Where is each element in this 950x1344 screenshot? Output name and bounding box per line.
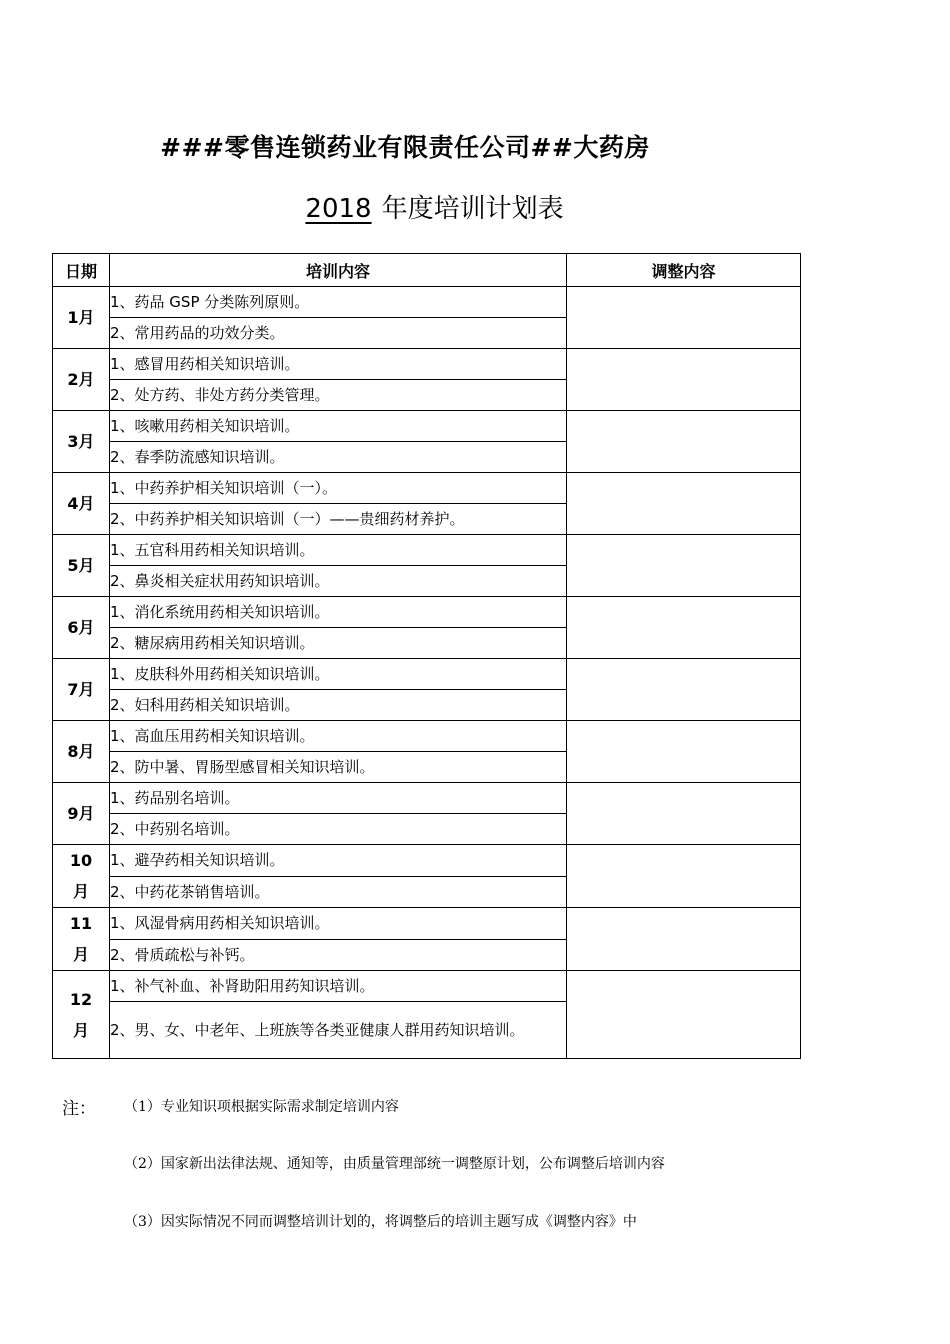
- training-item: 1、高血压用药相关知识培训。: [110, 721, 567, 752]
- adjustment-cell: [567, 908, 801, 971]
- plan-year: 2018: [305, 194, 372, 224]
- adjustment-cell: [567, 845, 801, 908]
- month-cell: 12月: [53, 971, 110, 1059]
- training-item: 1、药品别名培训。: [110, 783, 567, 814]
- month-cell: 9月: [53, 783, 110, 845]
- table-row: [53, 845, 801, 877]
- month-cell: 5月: [53, 535, 110, 597]
- adjustment-cell: [567, 597, 801, 659]
- adjustment-cell: [567, 721, 801, 783]
- month-cell: 10月: [53, 845, 110, 908]
- month-cell: 8月: [53, 721, 110, 783]
- header-content: 培训内容: [110, 254, 567, 287]
- table-header-row: [53, 254, 801, 287]
- adjustment-cell: [567, 473, 801, 535]
- header-adjust: 调整内容: [567, 254, 801, 287]
- table-row: [53, 659, 801, 690]
- month-cell: 1月: [53, 287, 110, 349]
- month-cell: 4月: [53, 473, 110, 535]
- table-row: [53, 473, 801, 504]
- training-item: 2、骨质疏松与补钙。: [110, 939, 567, 971]
- training-item: 1、避孕药相关知识培训。: [110, 845, 567, 877]
- table-body: [53, 287, 801, 1059]
- adjustment-cell: [567, 349, 801, 411]
- adjustment-cell: [567, 783, 801, 845]
- document-title: ###零售连锁药业有限责任公司##大药房: [160, 133, 650, 162]
- note-line: （1）专业知识项根据实际需求制定培训内容: [124, 1099, 399, 1115]
- adjustment-cell: [567, 659, 801, 721]
- training-item: 2、防中暑、胃肠型感冒相关知识培训。: [110, 752, 567, 783]
- month-cell: 3月: [53, 411, 110, 473]
- training-item: 2、处方药、非处方药分类管理。: [110, 380, 567, 411]
- note-line: （2）国家新出法律法规、通知等，由质量管理部统一调整原计划，公布调整后培训内容: [124, 1156, 665, 1172]
- subtitle-text: 年度培训计划表: [381, 194, 564, 224]
- notes-label: 注：: [62, 1099, 96, 1119]
- training-item: 2、鼻炎相关症状用药知识培训。: [110, 566, 567, 597]
- table-row: [53, 721, 801, 752]
- training-item: 1、补气补血、补肾助阳用药知识培训。: [110, 971, 567, 1002]
- training-item: 2、常用药品的功效分类。: [110, 318, 567, 349]
- document-subtitle: [0, 188, 855, 225]
- training-item: 1、五官科用药相关知识培训。: [110, 535, 567, 566]
- adjustment-cell: [567, 411, 801, 473]
- table-row: [53, 597, 801, 628]
- month-cell: 2月: [53, 349, 110, 411]
- header-date: 日期: [53, 254, 110, 287]
- training-item: 2、男、女、中老年、上班族等各类亚健康人群用药知识培训。: [110, 1002, 567, 1059]
- training-item: 2、妇科用药相关知识培训。: [110, 690, 567, 721]
- training-item: 1、药品 GSP 分类陈列原则。: [110, 287, 567, 318]
- training-item: 1、风湿骨病用药相关知识培训。: [110, 908, 567, 940]
- adjustment-cell: [567, 287, 801, 349]
- table-row: [53, 971, 801, 1002]
- month-cell: 11月: [53, 908, 110, 971]
- note-line: （3）因实际情况不同而调整培训计划的，将调整后的培训主题写成《调整内容》中: [124, 1214, 637, 1230]
- adjustment-cell: [567, 535, 801, 597]
- training-item: 1、皮肤科外用药相关知识培训。: [110, 659, 567, 690]
- training-item: 2、中药别名培训。: [110, 814, 567, 845]
- training-item: 1、中药养护相关知识培训（一）。: [110, 473, 567, 504]
- training-item: 2、糖尿病用药相关知识培训。: [110, 628, 567, 659]
- table-row: [53, 287, 801, 318]
- training-item: 1、感冒用药相关知识培训。: [110, 349, 567, 380]
- table-row: [53, 411, 801, 442]
- training-item: 2、中药花茶销售培训。: [110, 876, 567, 908]
- month-cell: 6月: [53, 597, 110, 659]
- table-row: [53, 349, 801, 380]
- table-row: [53, 908, 801, 940]
- table-row: [53, 535, 801, 566]
- table-row: [53, 783, 801, 814]
- training-item: 1、消化系统用药相关知识培训。: [110, 597, 567, 628]
- training-plan-table: [52, 253, 801, 1059]
- adjustment-cell: [567, 971, 801, 1059]
- training-item: 1、咳嗽用药相关知识培训。: [110, 411, 567, 442]
- training-item: 2、春季防流感知识培训。: [110, 442, 567, 473]
- training-item: 2、中药养护相关知识培训（一）——贵细药材养护。: [110, 504, 567, 535]
- month-cell: 7月: [53, 659, 110, 721]
